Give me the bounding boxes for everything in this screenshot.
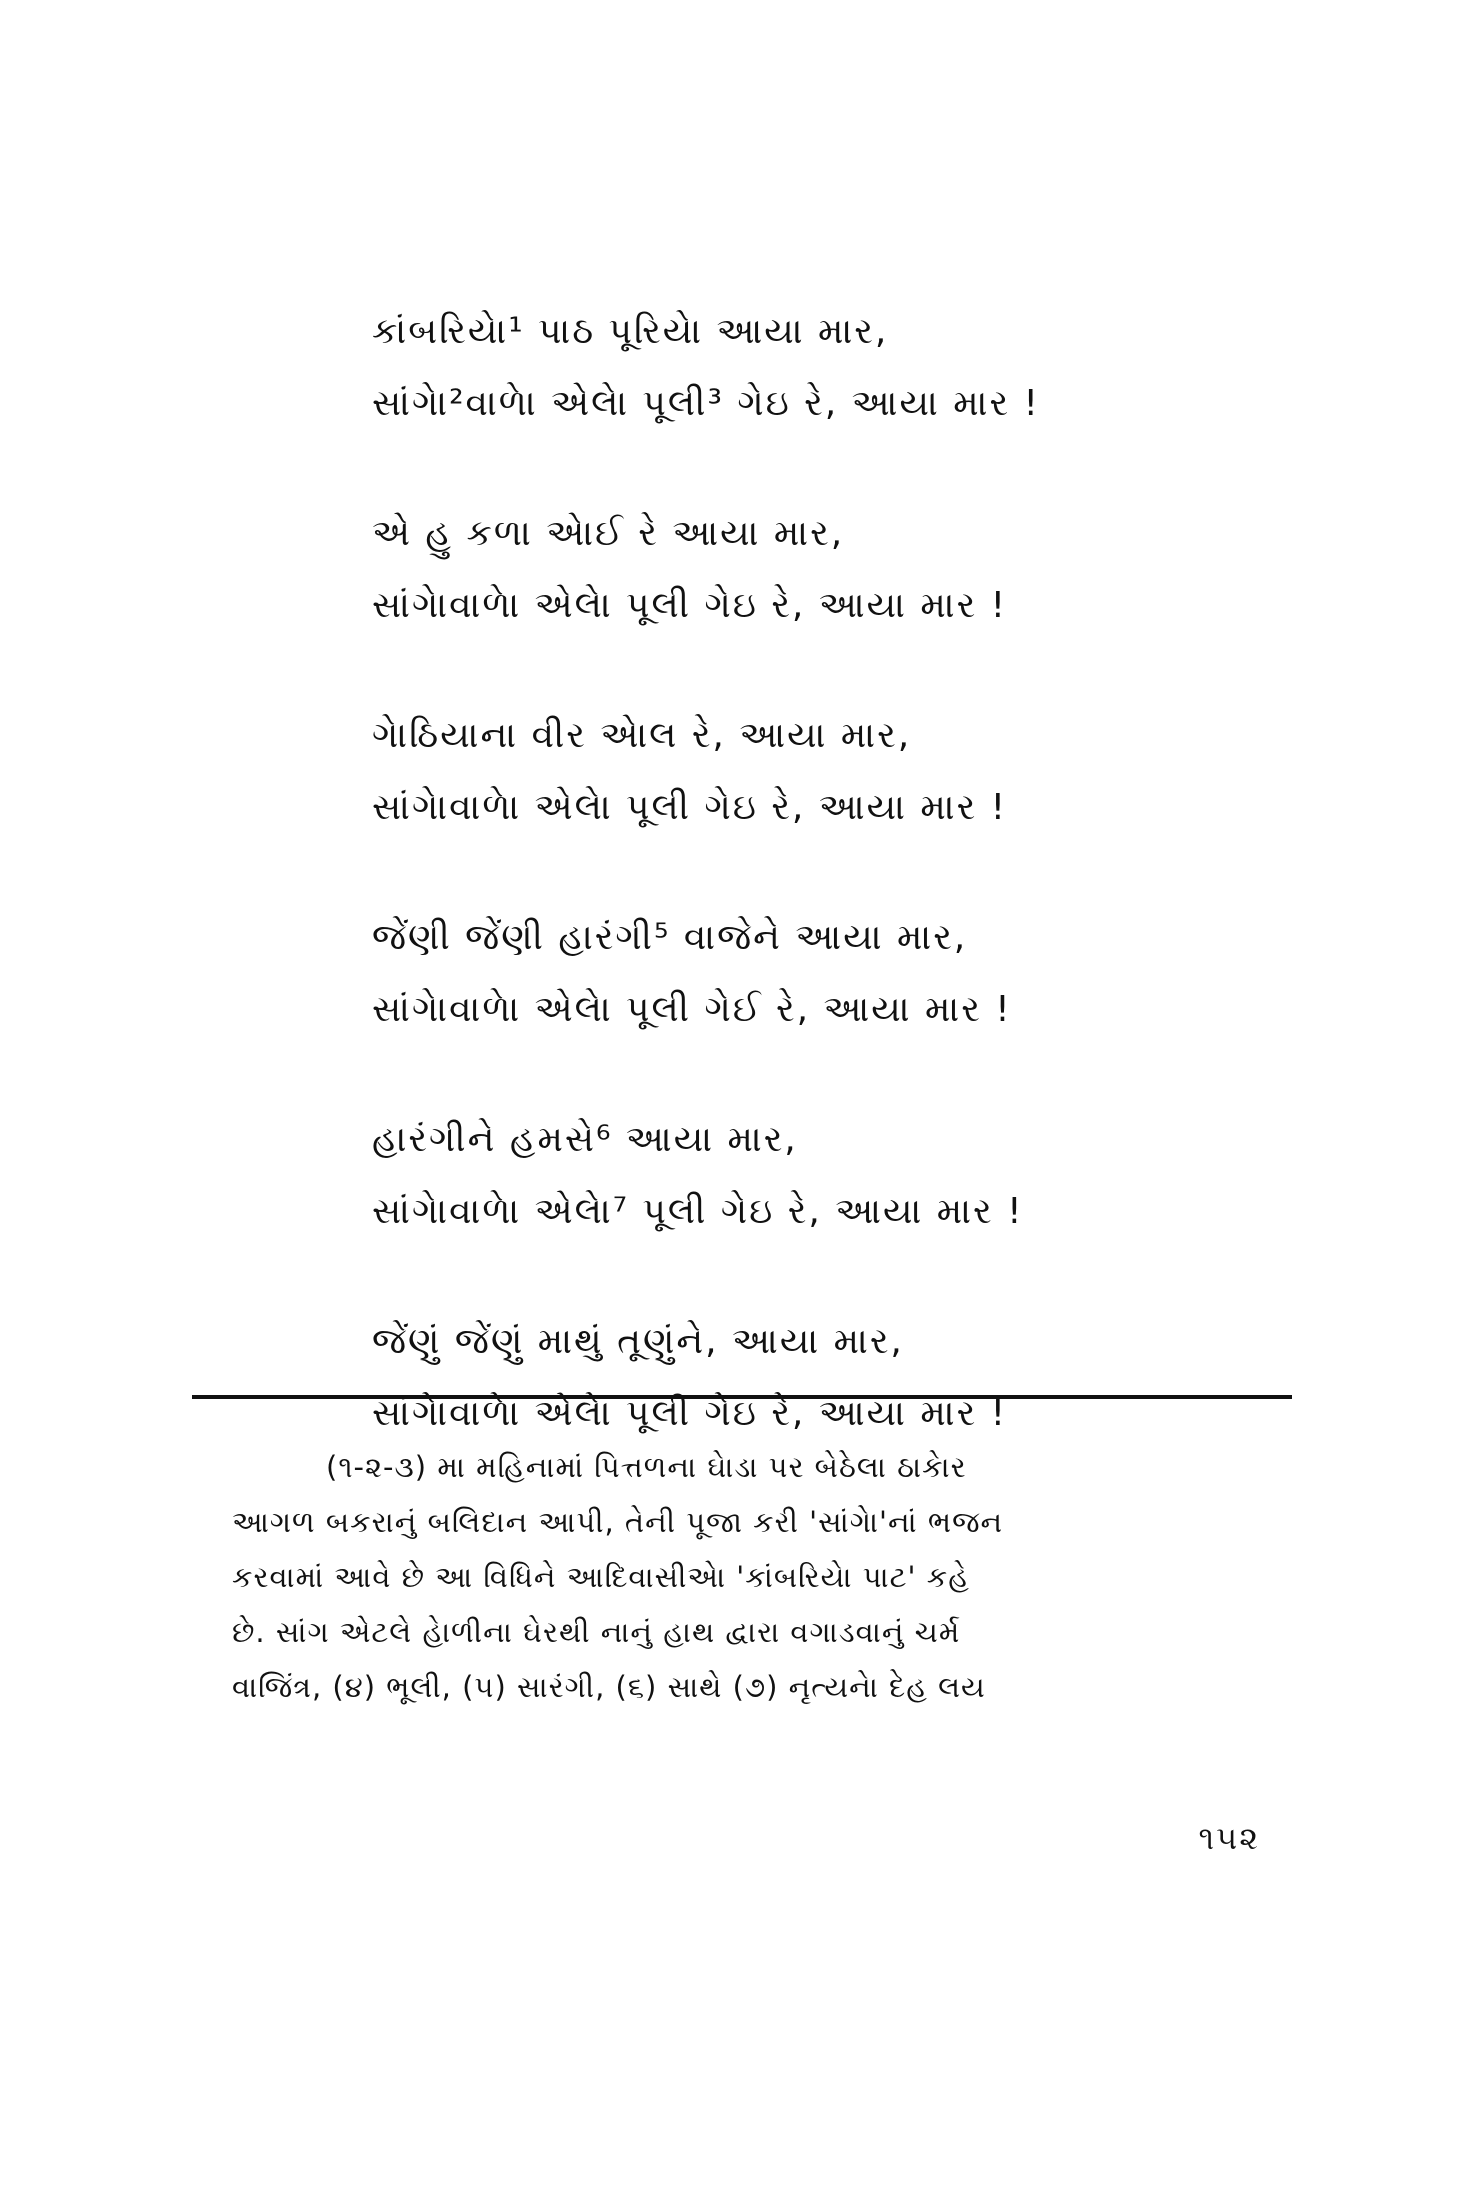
poem-line: કાંબરિયેા¹ પાઠ પૂરિયેા આયા માર, — [372, 311, 889, 352]
stanza — [372, 498, 1232, 642]
footnote-line: (૧-૨-૩) મા મહિનામાં પિત્તળના ઘેાડા પર બેઠેલા ઠાકેાર — [326, 1450, 967, 1484]
poem — [372, 296, 1232, 1508]
footnote — [232, 1440, 1292, 1715]
poem-line: હારંગીને હમસે⁶ આયા માર, — [372, 1119, 798, 1160]
footnote-line: છે. સાંગ એટલે હેાળીના ઘેરથી નાનું હાથ દ્વારા વગાડવાનું ચર્મ — [232, 1615, 961, 1649]
stanza — [372, 902, 1232, 1046]
poem-line: જેંણી જેંણી હારંગી⁵ વાજેને આયા માર, — [372, 917, 968, 958]
poem-line: ગેાઠિયાના વીર એાલ રે, આયા માર, — [372, 715, 912, 756]
stanza — [372, 700, 1232, 844]
poem-line: જેંણું જેંણું માથું તૂણુંને, આયા માર, — [372, 1321, 904, 1362]
stanza — [372, 1306, 1232, 1450]
poem-line: સાંગેાવાળેા એલેા પૂલી ગેઇ રે, આયા માર ! — [372, 787, 1008, 828]
poem-line: એ હુ કળા એાઈ રે આયા માર, — [372, 513, 845, 554]
poem-line: સાંગેાવાળેા એલેા⁷ પૂલી ગેઇ રે, આયા માર ! — [372, 1191, 1024, 1232]
poem-line: સાંગેાવાળેા એલેા પૂલી ગેઇ રે, આયા માર ! — [372, 585, 1008, 626]
footnote-line: આગળ બકરાનું બલિદાન આપી, તેની પૂજા કરી 'સાંગેા'નાં ભજન — [232, 1505, 1004, 1539]
footnote-line: વાજિંત્ર, (૪) ભૂલી, (૫) સારંગી, (૬) સાથે (૭) નૃત્યનેા દેહ લય — [232, 1670, 986, 1704]
poem-line: સાંગેા²વાળેા એલેા પૂલી³ ગેઇ રે, આયા માર ! — [372, 383, 1040, 424]
poem-line: સાંગેાવાળેા એલેા પૂલી ગેઇ રે, આયા માર ! — [372, 1393, 1008, 1434]
footnote-line: કરવામાં આવે છે આ વિધિને આદિવાસીએા 'કાંબરિયેા પાટ' કહે — [232, 1560, 970, 1594]
stanza — [372, 1104, 1232, 1248]
page-number: ૧૫૨ — [1198, 1819, 1260, 1857]
footnote-divider — [192, 1395, 1292, 1399]
stanza — [372, 296, 1232, 440]
poem-line: સાંગેાવાળેા એલેા પૂલી ગેઈ રે, આયા માર ! — [372, 989, 1012, 1030]
